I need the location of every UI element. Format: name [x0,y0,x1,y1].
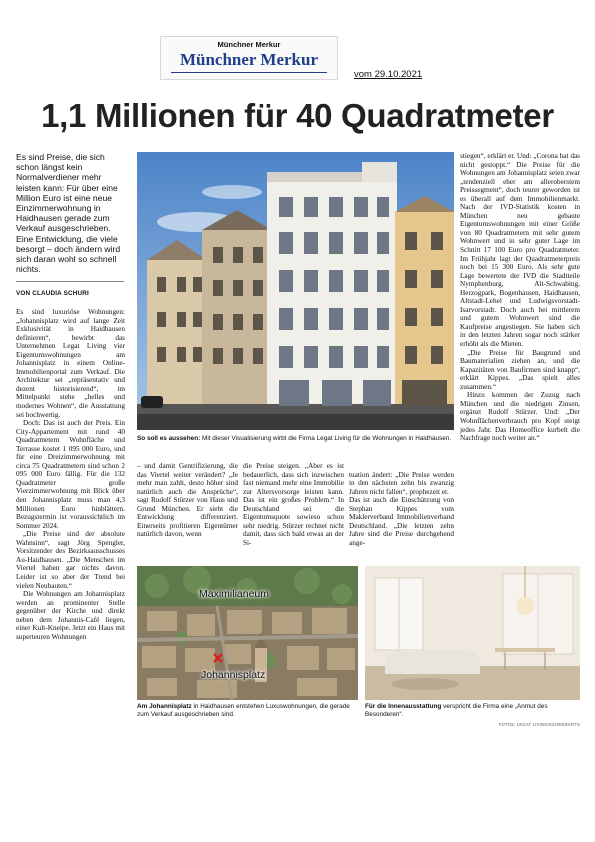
masthead-title: Münchner Merkur [179,50,319,69]
article-column-3 [243,462,344,547]
headline: 1,1 Millionen für 40 Quadratmeter [41,97,554,134]
article-column-5 [460,152,580,443]
aerial-map-photo [137,566,358,700]
paragraph: Doch: Das ist auch der Preis. Ein City-Appartement mit rund 40 Quadratmetern Wohnfläche und Terrasse kostet 1 095 000 Euro, und für eine Dreizimmerwohnung mit circa 75 Quadratmetern sind schon 2 095 000 Euro fällig. Für die 132 Quadratmeter große Vierzimmerwohnung mit Blick über den Johannisplatz muss man 4,3 Millionen Euro hinblättern. Bezugstermin ist voraussichtlich im Sommer 2024. [16,419,125,530]
masthead-rule [171,72,327,73]
map-label-maximilianeum: Maximilianeum [199,588,270,600]
map-caption [137,703,358,719]
caption-text: verspricht die Firma eine „Anmut des Besonderen“. [365,703,548,719]
caption-lead: Für die Innenausstattung [365,703,442,710]
building-visualisation-image [137,152,454,430]
building-photo [137,152,454,430]
article-column-4 [349,462,454,556]
article-column-1 [16,308,125,641]
interior-image [365,566,580,700]
caption-lead: Am Johannisplatz [137,703,192,710]
dateline: vom 29.10.2021 [354,69,423,80]
caption-text: Mit dieser Visualisierung wirbt die Firma Legat Living für die Wohnungen in Haidhausen. [200,435,452,442]
paragraph: die Preise steigen. „Aber es ist bedauerlich, dass sich inzwischen fast niemand mehr eine Immobilie zur Altersvorsorge leisten kann. Das ist ein großes Problem.“ In Deutschland sei die Eigentumsquote sowieso schon sehr niedrig. Stürzer rechnet nicht damit, dass sich bald etwas an der Si- [243,462,344,547]
article-column-2 [137,462,238,539]
paragraph: – und damit Gentrifizierung, die das Viertel weiter verändert? „Je mehr man zahlt, desto höher sind natürlich auch die Ansprüche“, sagt Rudolf Stürzer von Haus und Grund München. Er sieht die Entwicklung differenziert. Einerseits profitieren Eigentümer natürlich davon, wenn [137,462,238,539]
teaser-text: Es sind Preise, die sich schon längst kein Normalverdiener mehr leisten kann: Für über eine Million Euro ist eine neue Einzimmerwohnung in Haidhausen gerade zum Verkauf ausgeschrieben. Eine Entwicklung, die viele besorgt – doch ändern wird sich daran wohl so schnell nichts. [16,152,121,275]
paragraph: Hinzu kommen der Zuzug nach München und die niedrigen Zinsen, ergänzt Rudolf Stürzer. Und: „Der Wohnflächenverbrauch pro Kopf steigt jedes Jahr. Das Homeoffice kurbelt die Nachfrage noch weiter an.“ [460,391,580,443]
paragraph: Die Wohnungen am Johannisplatz werden an prominenter Stelle gegenüber der Kirche und direkt neben dem Johannis-Café liegen, einer Kult-Kneipe. Jetzt ein Haus mit superteuren Wohnungen [16,590,125,641]
interior-caption [365,703,580,719]
masthead-small-title: Münchner Merkur [217,40,281,49]
caption-text: in Haidhausen entstehen Luxuswohnungen, die gerade zum Verkauf ausgeschrieben sind. [137,703,350,719]
paragraph: „Die Preise für Baugrund und Baumaterialien ziehen an, und die Kapazitäten von Baufirmen sind knapp“, erklärt Kippes. „Das spielt alles zusammen.“ [460,348,580,391]
paragraph: „Die Preise sind der absolute Wahnsinn“, sagt Jörg Spengler, Vorsitzender des Bezirksausschusses Au-Haidhausen. „Die Menschen im Viertel haben gar nichts davon. Leider ist so aber der Trend bei vielen Neubauten.“ [16,530,125,590]
caption-lead: So soll es aussehen: [137,435,201,442]
interior-photo [365,566,580,700]
map-label-johannisplatz: Johannisplatz [201,669,266,681]
paragraph: Es sind luxuriöse Wohnungen: „Johannisplatz wird auf lange Zeit Exklusivität in Haidhausen definieren“, bewirbt das Unternehmen Legat Living vier Eigentumswohnungen am Johannisplatz in einem Online-Immobilienportal zum Verkauf. Die Architektur sei „repräsentativ und dezent historisierend“, im Mittelpunkt stehe „helles und modernes Wohnen“, die Ausstattung sei hochwertig. [16,308,125,419]
byline: VON CLAUDIA SCHURI [16,290,89,297]
paragraph: stiegen“, erklärt er. Und: „Corona hat das nicht gestoppt.“ Die Preise für die Wohnungen am Johannisplatz seien zwar „tendenziell eher am alleroberstem Preissegment“, doch teurer geworden ist es überall auf dem Immobilienmarkt. Nach der IVD-Statistik kosten in München neu gebaute Eigentumswohnungen mit einer Größe von 80 Quadratmetern mit sehr gutem Wohnwert und in sehr guter Lage im Schnitt 17 100 Euro pro Quadratmeter. Im Frühjahr lagt der Quadratmeterpreis noch bei 15 300 Euro. Als sehr gute Lage bewertete der IVD die Stadtteile Nymphenburg, Alt-Schwabing, Herzogpark, Bogenhausen, Haidhausen, Altstadt-Lehel und Ludwigsvorstadt-Isarvorstadt. Doch auch bei mittlerem und gutem Wohnwert sind die Kaufpreise angestiegen. Sie haben sich in den letzten Jahren sogar noch stärker erhöht als die Mieten. [460,152,580,349]
masthead-logo [160,36,338,80]
photo-credit: FOTOS: LEGAT LIVING/SCHENSHOTS [498,722,580,727]
main-photo-caption [137,435,454,443]
paragraph: tuation ändert: „Die Preise werden in den nächsten zehn bis zwanzig Jahren nicht fallen“, prophezeit er. Das ist auch die Einschätzung von Stephan Kippes vom Maklerverband Immobilienverband Deutschland. „Die letzten zehn Jahre sind die Preise durchgehend ange- [349,470,454,547]
teaser-divider [16,281,124,282]
